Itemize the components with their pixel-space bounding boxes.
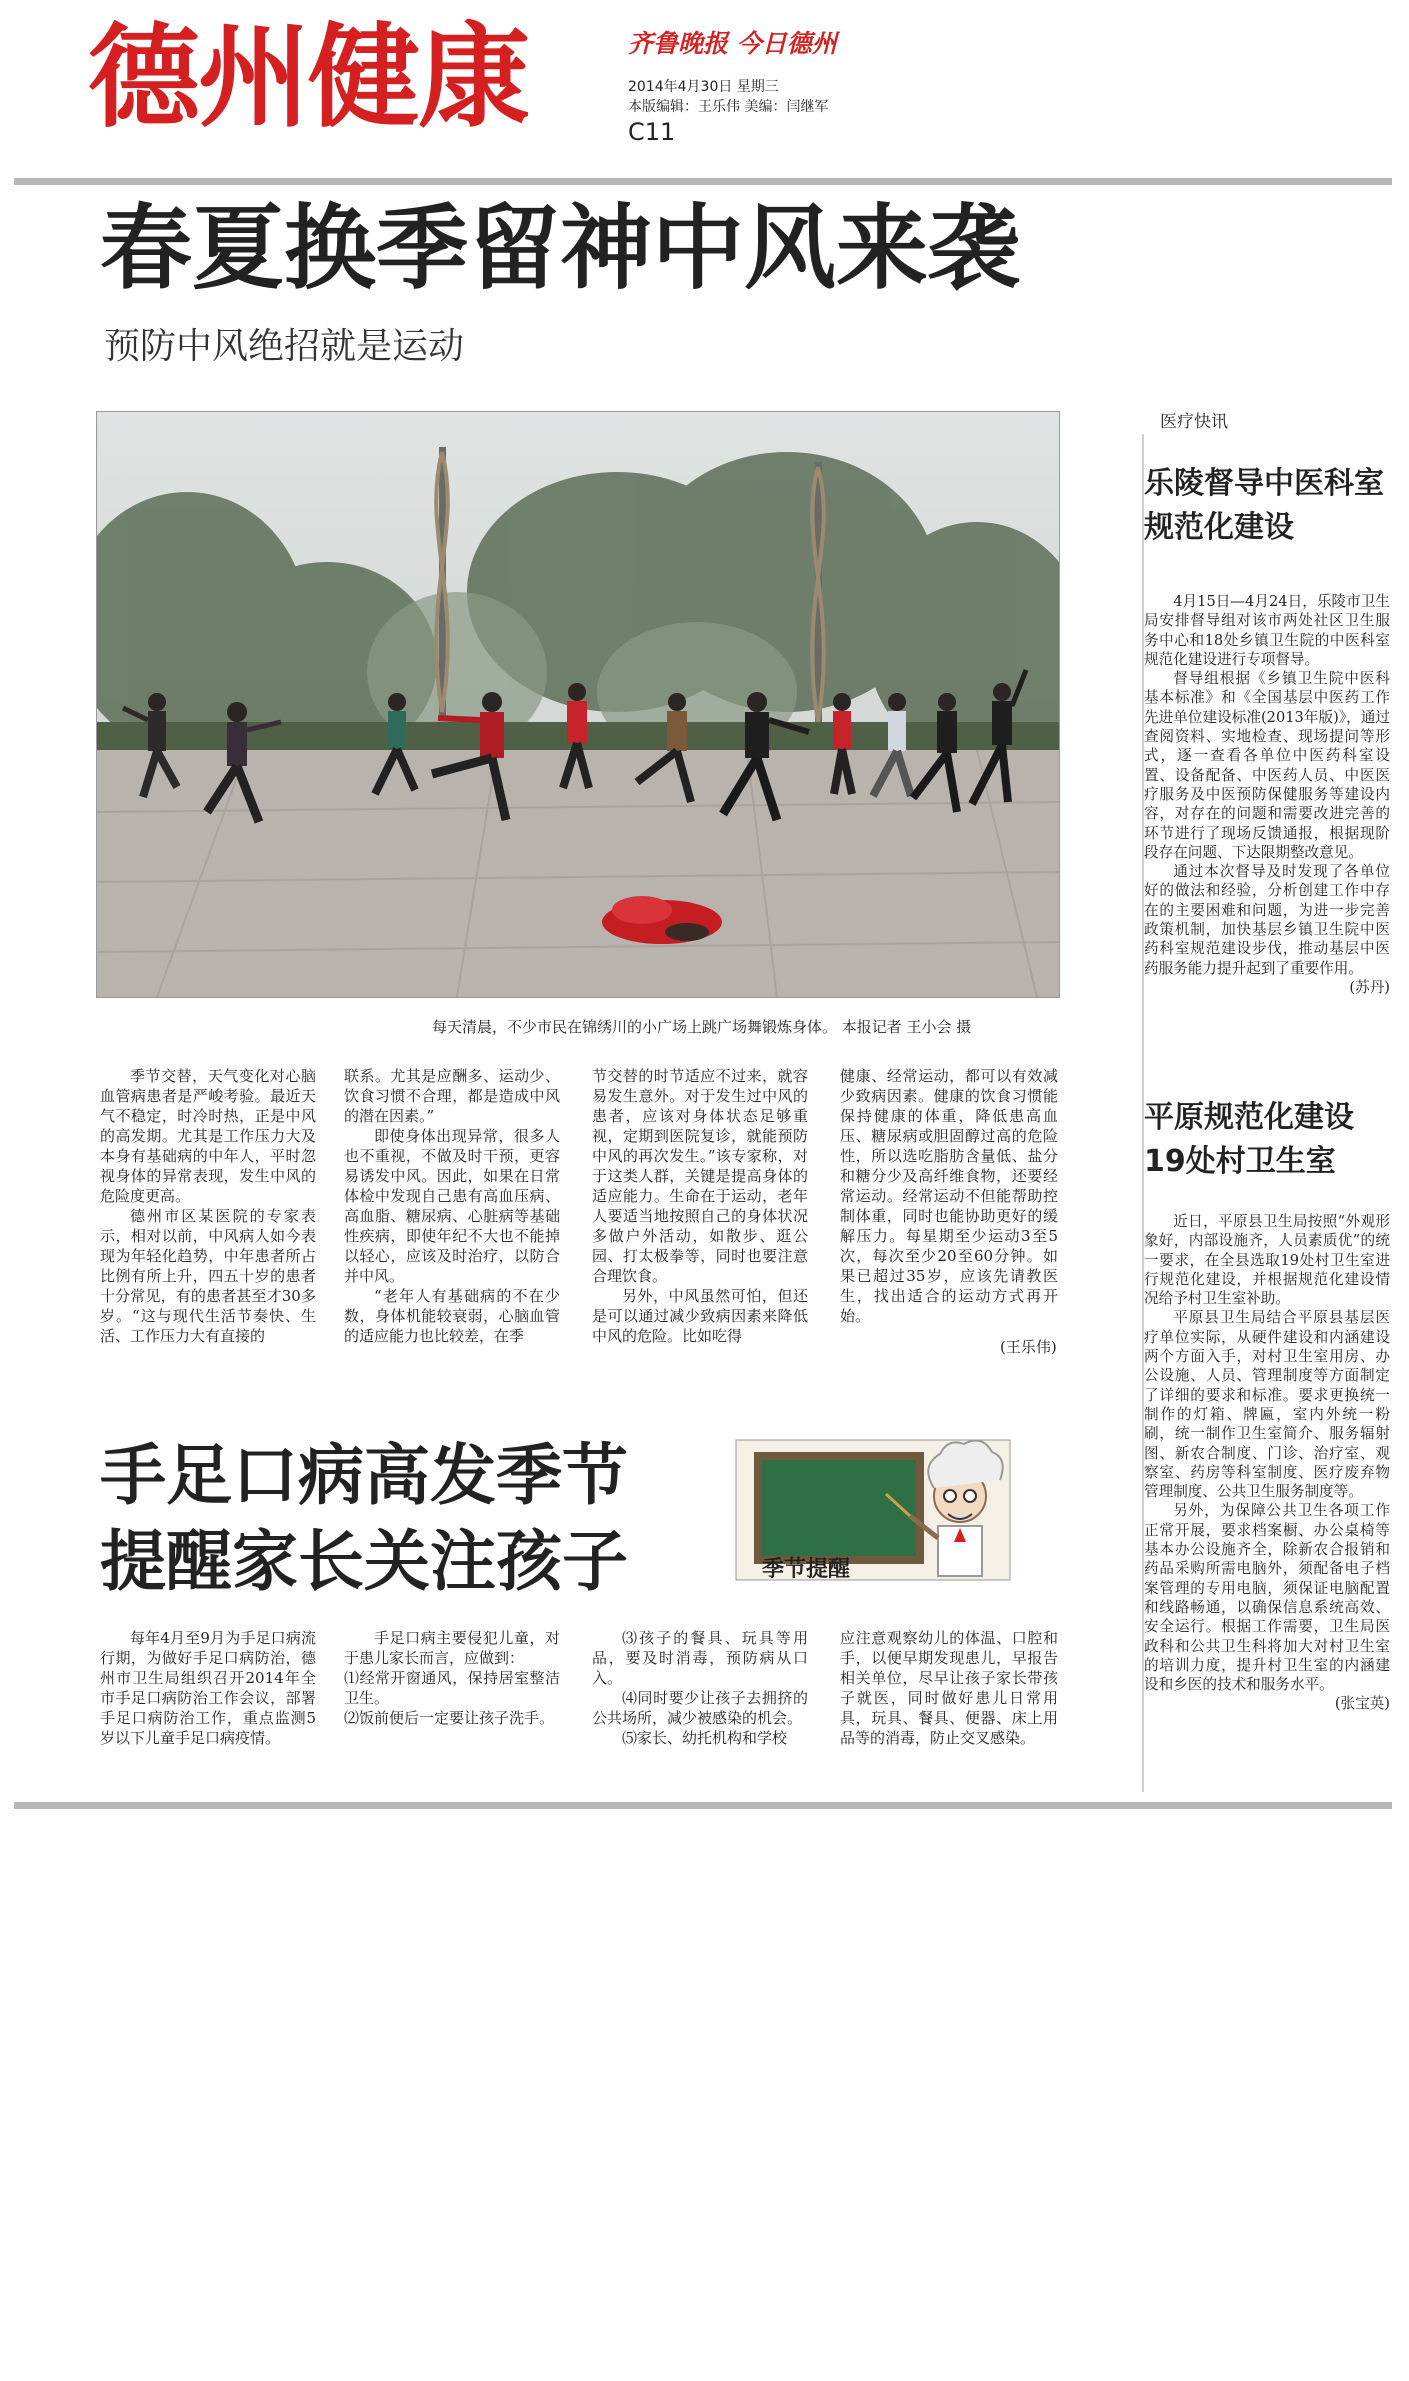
paragraph: ⑷同时要少让孩子去拥挤的公共场所，减少被感染的机会。 [592, 1689, 808, 1727]
sidebar-section-label: 医疗快讯 [1140, 405, 1236, 434]
paragraph: 节交替的时节适应不过来，就容易发生意外。对于发生过中风的患者，应该对身体状态足够重视，定期到医院复诊，就能预防中风的再次发生。”该专家称，对于这类人群，关键是提高身体的适应能力。生命在于运动，老年人要适当地按照自己的身体状况多做户外活动，如散步、逛公园、打太极拳等，同时也要注意合理饮食。 [592, 1067, 808, 1285]
editors-line: 本版编辑：王乐伟 美编：闫继军 [628, 99, 829, 115]
lead-column-2 [344, 1066, 560, 1346]
paragraph: 季节交替，天气变化对心脑血管病患者是严峻考验。最近天气不稳定，时冷时热，正是中风的高发期。尤其是工作压力大及本身有基础病的中年人，平时忽视身体的异常表现，发生中风的危险度更高。 [100, 1067, 316, 1205]
sidebar-story1-body [1144, 592, 1390, 997]
lead-column-3 [592, 1066, 808, 1346]
paragraph: ⑶孩子的餐具、玩具等用品，要及时消毒，预防病从口入。 [592, 1629, 808, 1687]
paragraph: 平原县卫生局结合平原县基层医疗单位实际，从硬件建设和内涵建设两个方面入手，对村卫生室用房、办公设施、人员、管理制度等方面制定了详细的要求和标准。要求更换统一制作的灯箱、牌匾，室内外统一粉刷，统一制作卫生室简介、服务辐射图、新农合制度、门诊、治疗室、观察室、药房等科室制度、医疗废弃物管理制度、公共卫生服务制度等。 [1144, 1309, 1390, 1501]
page-number: C11 [628, 118, 676, 146]
paragraph: 督导组根据《乡镇卫生院中医科基本标准》和《全国基层中医药工作先进单位建设标准(2013年版)》，通过查阅资料、实地检查、现场提问等形式，逐一查看各单位中医药科室设置、设备配备、中医药人员、中医医疗服务及中医预防保健服务等建设内容，对存在的问题和需要改进完善的环节进行了现场反馈通报，根据现阶段存在问题、下达限期整改意见。 [1144, 670, 1390, 861]
paragraph: 另外，中风虽然可怕，但还是可以通过减少致病因素来降低中风的危险。比如吃得 [592, 1287, 808, 1345]
paragraph: 应注意观察幼儿的体温、口腔和手，以便早期发现患儿，早报告相关单位，尽早让孩子家长带孩子就医，同时做好患儿日常用具，玩具、餐具、便器、床上用品等的消毒，防止交叉感染。 [840, 1629, 1058, 1747]
hfmd-column-3 [592, 1628, 808, 1748]
hfmd-column-2 [344, 1628, 560, 1728]
top-rule [14, 178, 1392, 185]
lead-subheadline: 预防中风绝招就是运动 [104, 326, 465, 367]
headline-line: 19处村卫生室 [1144, 1144, 1336, 1179]
photo-illustration [97, 412, 1059, 997]
sidebar-story2-body [1144, 1212, 1390, 1714]
square-dance-photo [96, 411, 1060, 998]
paragraph: 近日，平原县卫生局按照“外观形象好，内部设施齐，人员素质优”的统一要求，在全县选取19处村卫生室进行规范化建设，并根据规范化建设情况给予村卫生室补助。 [1144, 1213, 1390, 1308]
sidebar-story1-headline [1144, 462, 1384, 550]
paragraph: ⑸家长、幼托机构和学校 [622, 1729, 788, 1747]
paragraph: “老年人有基础病的不在少数，身体机能较衰弱，心脑血管的适应能力也比较差，在季 [344, 1287, 560, 1345]
headline-line: 平原规范化建设 [1144, 1100, 1354, 1135]
hfmd-column-1 [100, 1628, 316, 1748]
paragraph: 德州市区某医院的专家表示，相对以前，中风病人如今表现为年轻化趋势，中年患者所占比例有所上升，四五十岁的患者十分常见，有的患者甚至才30多岁。“这与现代生活节奏快、生活、工作压力大有直接的 [100, 1207, 316, 1345]
lead-byline: (王乐伟) [1000, 1338, 1057, 1356]
lead-column-1 [100, 1066, 316, 1346]
hfmd-headline-line-1: 手足口病高发季节 [100, 1437, 628, 1514]
paragraph: 即使身体出现异常，很多人也不重视，不做及时干预，更容易诱发中风。因此，如果在日常体检中发现自己患有高血压病、高血脂、糖尿病、心脏病等基础性疾病，即使年纪不大也不能掉以轻心，应该及时治疗，以防合并中风。 [344, 1127, 560, 1285]
headline-line: 乐陵督导中医科室 [1144, 466, 1384, 501]
hfmd-headline-line-2: 提醒家长关注孩子 [100, 1523, 628, 1600]
masthead-title: 德州健康 [88, 13, 528, 143]
paragraph: ⑵饭前便后一定要让孩子洗手。 [344, 1709, 555, 1727]
issue-date: 2014年4月30日 星期三 [628, 79, 779, 95]
paragraph: 每年4月至9月为手足口病流行期，为做好手足口病防治，德州市卫生局组织召开2014年全市手足口病防治工作会议，部署手足口病防治工作，重点监测5岁以下儿童手足口病疫情。 [100, 1629, 316, 1747]
paragraph: 健康、经常运动，都可以有效减少致病因素。健康的饮食习惯能保持健康的体重，降低患高血压、糖尿病或胆固醇过高的危险性，所以选吃脂肪含量低、盐分和糖分少及高纤维食物，还要经常运动。经常运动不但能帮助控制体重，同时也能协助更好的缓解压力。每星期至少运动3至5次，每次至少20至60分钟。如果已超过35岁，应该先请教医生，找出适合的运动方式再开始。 [840, 1067, 1058, 1325]
season-reminder-graphic [734, 1438, 1012, 1582]
lead-column-4 [840, 1066, 1058, 1326]
sidebar-story1-byline: (苏丹) [1349, 978, 1390, 996]
bottom-rule [14, 1802, 1392, 1809]
sidebar-story2-byline: (张宝英) [1334, 1695, 1390, 1713]
headline-line: 规范化建设 [1144, 510, 1294, 545]
paragraph: 联系。尤其是应酬多、运动少、饮食习惯不合理，都是造成中风的潜在因素。” [344, 1067, 560, 1125]
paragraph: 另外，为保障公共卫生各项工作正常开展，要求档案橱、办公桌椅等基本办公设施齐全，除新农合报销和药品采购所需电脑外，须配备电子档案管理的专用电脑，须保证电脑配置和线路畅通，以确保信息系统高效、安全运行。根据工作需要，卫生局医政科和公共卫生科将加大对村卫生室的培训力度，提升村卫生室的内涵建设和乡医的技术和服务水平。 [1144, 1502, 1390, 1694]
season-reminder-badge: 季节提醒 [762, 1557, 851, 1582]
paragraph: 4月15日—4月24日，乐陵市卫生局安排督导组对该市两处社区卫生服务中心和18处乡镇卫生院的中医科室规范化建设进行专项督导。 [1144, 593, 1390, 668]
paragraph: 通过本次督导及时发现了各单位好的做法和经验，分析创建工作中存在的主要困难和问题，为进一步完善政策机制，加快基层乡镇卫生院中医药科室规范建设步伐，推动基层中医药服务能力提升起到了重要作用。 [1144, 863, 1390, 977]
hfmd-headline [100, 1433, 628, 1605]
hfmd-column-4 [840, 1628, 1058, 1748]
lead-headline: 春夏换季留神中风来袭 [100, 195, 1021, 302]
photo-caption: 每天清晨，不少市民在锦绣川的小广场上跳广场舞锻炼身体。 本报记者 王小会 摄 [432, 1018, 972, 1036]
sidebar-story2-headline [1144, 1096, 1354, 1184]
newspaper-name: 齐鲁晚报 今日德州 [628, 29, 837, 58]
paragraph: 手足口病主要侵犯儿童，对于患儿家长而言，应做到： [344, 1629, 560, 1667]
paragraph: ⑴经常开窗通风，保持居室整洁卫生。 [344, 1669, 560, 1707]
